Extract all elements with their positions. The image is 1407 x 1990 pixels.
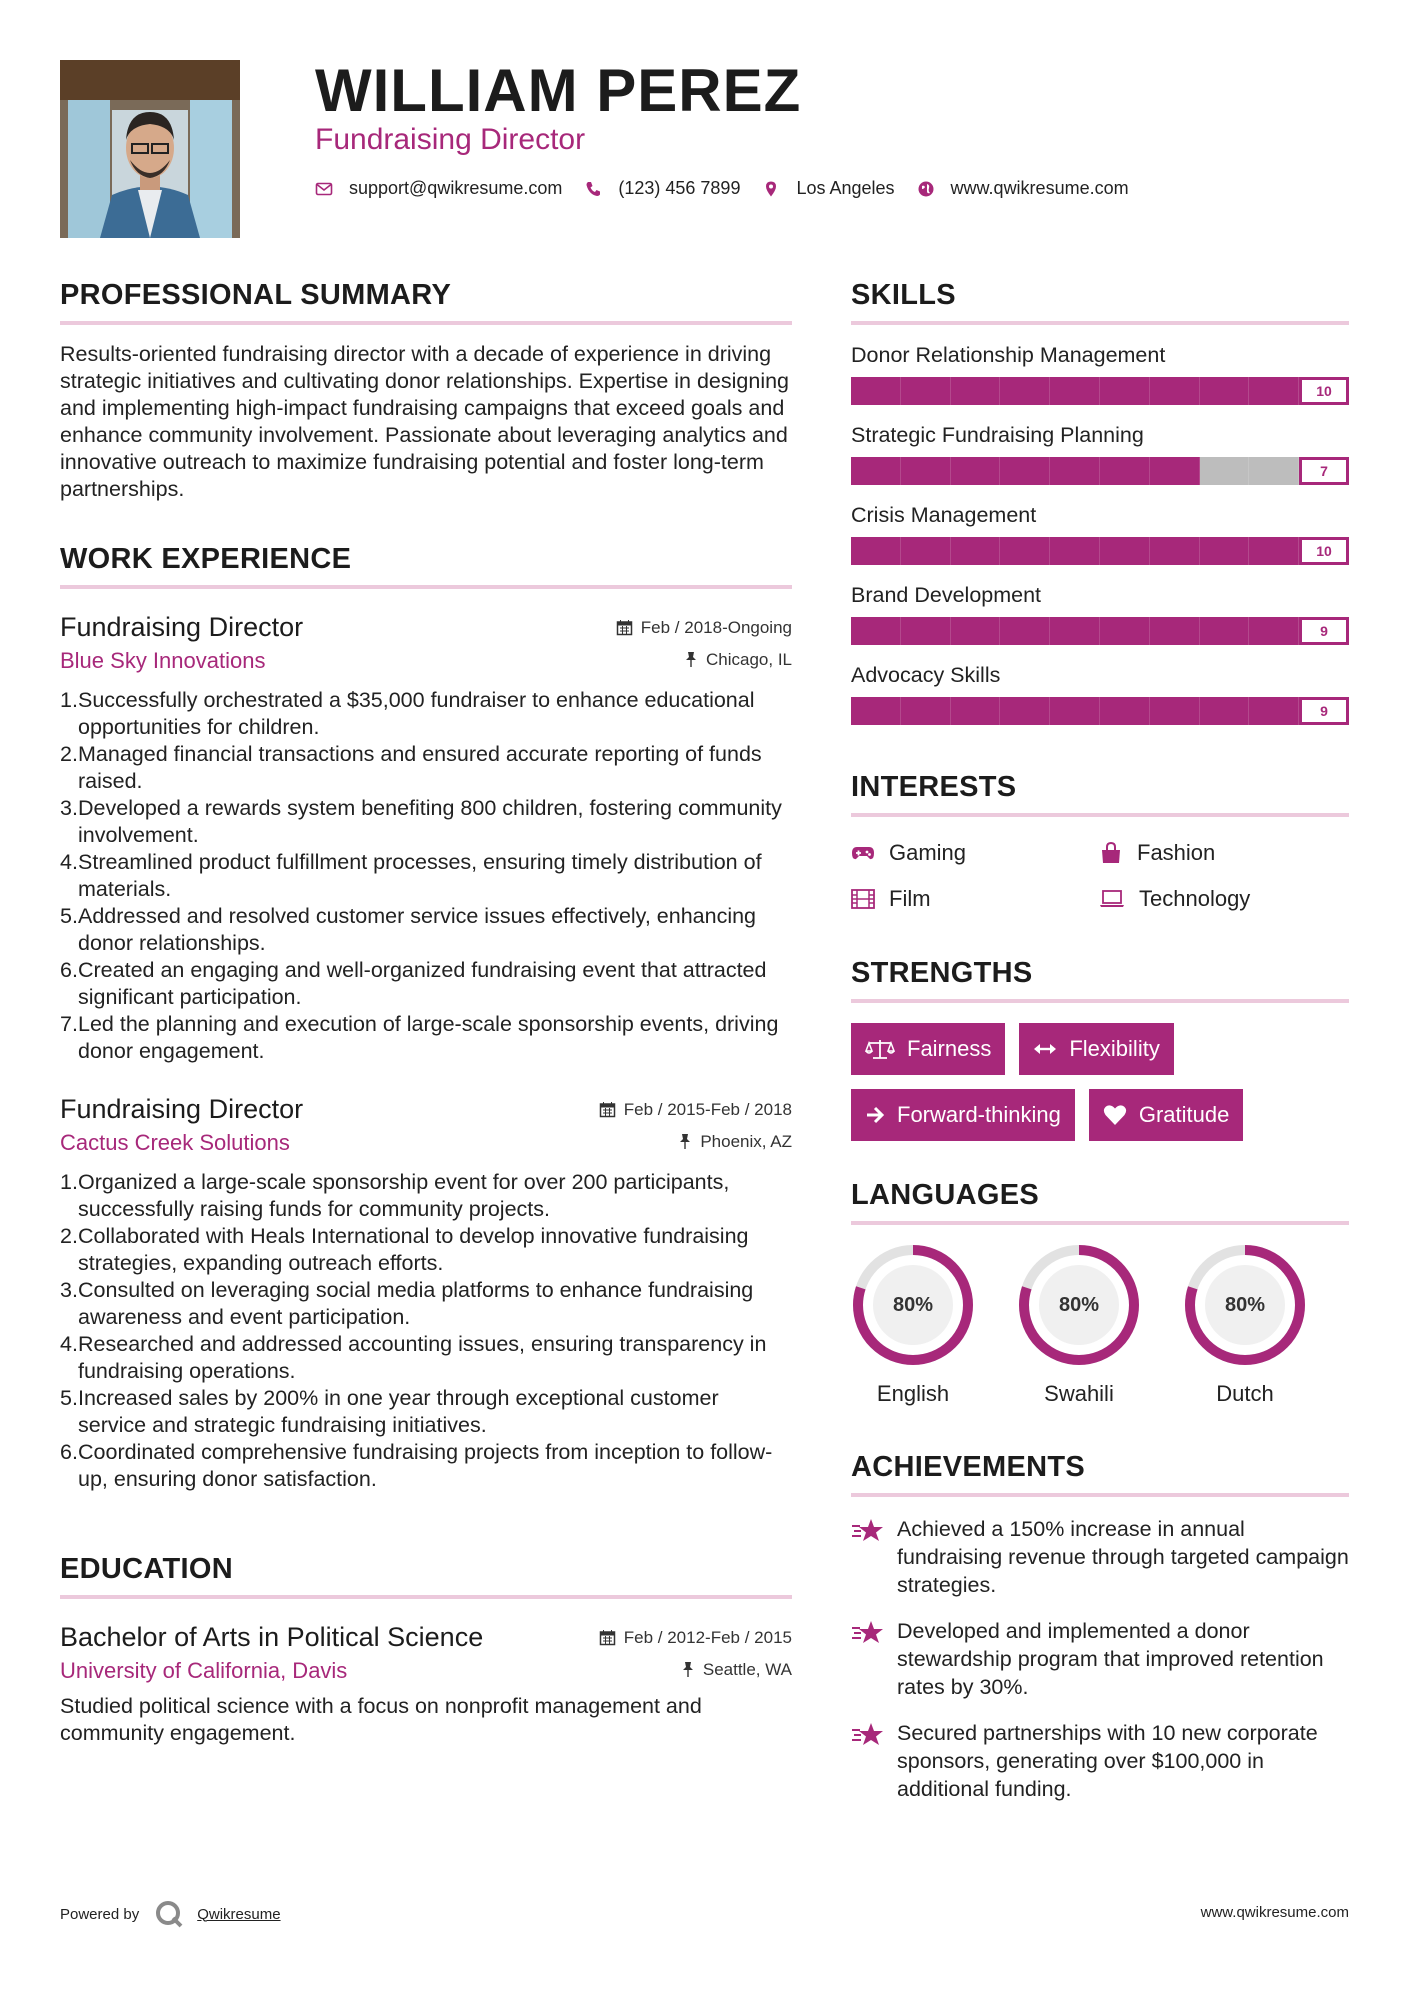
candidate-name: WILLIAM PEREZ [315,57,802,124]
skill-level-bar [851,457,1349,485]
skill-level-badge: 9 [1299,617,1349,645]
list-item: 1. Organized a large-scale sponsorship event for over 200 participants, successfully raising funds for community projects. [60,1170,730,1221]
contact-email[interactable] [315,178,562,199]
section-divider [60,585,792,589]
skill-bar-segment [951,697,1001,725]
job-company: Blue Sky Innovations [60,648,266,673]
skill-bar-segment [951,617,1001,645]
powered-by-text: Powered by [60,1905,140,1923]
skill-bar-segment [951,457,1001,485]
strength-chip [851,1089,1075,1141]
calendar-icon [599,1629,616,1646]
education-heading: EDUCATION [60,1553,233,1585]
skill-name: Advocacy Skills [851,663,1001,687]
skill-bar-segment [1100,537,1150,565]
gamepad-icon [851,844,875,862]
skill-level-bar [851,617,1349,645]
list-item: 2. Managed financial transactions and ensured accurate reporting of funds raised. [60,742,762,793]
list-item: 4. Researched and addressed accounting issues, ensuring transparency in fundraising operations. [60,1332,767,1383]
skill-bar-segment [851,697,901,725]
skill-bar-segment [1150,697,1200,725]
skill-bar-segment [1150,457,1200,485]
section-divider [60,1595,792,1599]
education-dates [599,1628,792,1648]
interest-item [851,883,1099,915]
skill-level-bar [851,697,1349,725]
achievement-item [851,1515,1349,1599]
skill-bar-segment [901,457,951,485]
skill-item [851,339,1349,405]
film-icon [851,889,875,909]
section-divider [851,321,1349,325]
skill-bar-segment [1000,377,1050,405]
skill-bar-segment [851,377,901,405]
skill-bar-segment [1150,377,1200,405]
skill-bar-segment [1150,537,1200,565]
skill-bar-segment [901,377,951,405]
list-item: 5. Addressed and resolved customer service issues effectively, enhancing donor relationships. [60,904,757,955]
strengths-heading: STRENGTHS [851,957,1033,989]
interest-label: Film [889,886,931,911]
job-location [684,650,792,670]
contact-phone[interactable] [584,178,740,199]
star-icon [851,1721,885,1749]
languages-section [851,1175,1349,1407]
skill-bar-segment [1000,697,1050,725]
achievement-text: Achieved a 150% increase in annual fundraising revenue through targeted campaign strategies. [897,1517,1349,1597]
interest-label: Gaming [889,840,967,865]
education-section [60,1549,792,1747]
skill-name: Donor Relationship Management [851,343,1166,367]
laptop-icon [1099,890,1125,908]
calendar-icon [616,619,633,636]
section-divider [851,1493,1349,1497]
skill-bar-segment [951,377,1001,405]
education-location [681,1660,792,1680]
phone-text: (123) 456 7899 [618,178,741,198]
skill-item [851,419,1349,485]
skill-bar-segment [1249,457,1299,485]
list-item: 4. Streamlined product fulfillment processes, ensuring timely distribution of materials. [60,850,762,901]
skill-item [851,579,1349,645]
skill-bar-segment [1050,537,1100,565]
experience-heading: WORK EXPERIENCE [60,543,352,575]
school-name: University of California, Davis [60,1658,348,1683]
achievement-item [851,1719,1349,1803]
skill-level-badge: 10 [1299,377,1349,405]
skill-name: Brand Development [851,583,1042,607]
summary-section [60,275,792,503]
arrow-right-icon [865,1105,885,1125]
job-dates-text: Feb / 2018-Ongoing [640,617,792,637]
achievements-heading: ACHIEVEMENTS [851,1451,1086,1483]
language-item [1017,1243,1183,1407]
skill-bar-segment [1000,537,1050,565]
skill-bar-segment [1050,377,1100,405]
skill-bar-segment [1249,697,1299,725]
skill-bar-segment [1050,697,1100,725]
language-item [1183,1243,1349,1407]
skill-bar-segment [851,537,901,565]
strength-label: Gratitude [1138,1102,1230,1127]
list-item: 6. Created an engaging and well-organized fundraising event that attracted significant participation. [60,958,767,1009]
skill-bar-segment [901,537,951,565]
languages-list [851,1243,1349,1407]
envelope-icon [315,180,333,198]
strength-chip [851,1023,1005,1075]
arrows-horizontal-icon [1033,1042,1057,1056]
skill-bar-segment [1000,457,1050,485]
pushpin-icon [684,651,698,668]
language-ring [851,1243,975,1367]
website-text: www.qwikresume.com [950,178,1129,198]
pushpin-icon [678,1133,692,1150]
interest-label: Fashion [1137,840,1216,865]
skill-bar-segment [1050,617,1100,645]
skill-bar-segment [1200,537,1250,565]
job-title: Fundraising Director [60,1094,304,1124]
skill-level-bar [851,537,1349,565]
star-icon [851,1517,885,1545]
language-name: English [876,1381,950,1406]
contact-website[interactable] [917,178,1129,199]
contact-row [315,178,1151,199]
qwikresume-logo-icon [153,1898,185,1930]
star-icon [851,1619,885,1647]
interests-heading: INTERESTS [851,771,1017,803]
education-description: Studied political science with a focus on nonprofit management and community engagement. [60,1694,702,1745]
skill-bar-segment [1100,457,1150,485]
list-item: 3. Developed a rewards system benefiting 800 children, fostering community involvement. [60,796,782,847]
education-dates-text: Feb / 2012-Feb / 2015 [623,1627,792,1647]
skill-bar-segment [1200,377,1250,405]
skill-bar-segment [851,457,901,485]
job-entry [60,1091,792,1493]
job-title: Fundraising Director [60,612,304,642]
footer-branding [60,1898,281,1930]
section-divider [60,321,792,325]
skill-bar-segment [851,617,901,645]
job-location [678,1132,792,1152]
calendar-icon [599,1101,616,1118]
skills-heading: SKILLS [851,279,956,311]
job-location-text: Chicago, IL [706,649,792,669]
skill-bar-segment [1100,377,1150,405]
phone-icon [584,180,602,198]
skill-level-badge: 9 [1299,697,1349,725]
balance-scale-icon [865,1038,895,1060]
language-percent: 80% [1224,1293,1266,1316]
interests-section [851,767,1349,915]
job-dates [616,618,792,638]
skill-bar-segment [1100,617,1150,645]
language-item [851,1243,1017,1407]
interest-label: Technology [1139,886,1251,911]
job-location-text: Phoenix, AZ [700,1131,792,1151]
strength-label: Flexibility [1069,1036,1160,1061]
language-ring [1183,1243,1307,1367]
interest-item [851,837,1099,869]
globe-icon [917,180,935,198]
achievement-text: Secured partnerships with 10 new corporate sponsors, generating over $100,000 in additional funding. [897,1721,1318,1801]
skill-level-bar [851,377,1349,405]
heart-icon [1103,1104,1127,1126]
education-entry [60,1619,792,1747]
language-percent: 80% [1058,1293,1100,1316]
skill-name: Strategic Fundraising Planning [851,423,1144,447]
skill-bar-segment [1249,537,1299,565]
job-entry [60,609,792,1065]
list-item: 1. Successfully orchestrated a $35,000 fundraiser to enhance educational opportunities for children. [60,688,755,739]
skill-bar-segment [1000,617,1050,645]
footer-website[interactable]: www.qwikresume.com [1200,1904,1349,1921]
map-pin-icon [762,180,780,198]
achievements-section [851,1447,1349,1803]
language-ring [1017,1243,1141,1367]
achievement-text: Developed and implemented a donor stewardship program that improved retention rates by 30%. [897,1619,1324,1699]
pushpin-icon [681,1661,695,1678]
list-item: 6. Coordinated comprehensive fundraising projects from inception to follow-up, ensuring donor satisfaction. [60,1440,773,1491]
skill-bar-segment [901,617,951,645]
strength-chip [1089,1089,1244,1141]
skill-bar-segment [951,537,1001,565]
list-item: 2. Collaborated with Heals International to develop innovative fundraising strategies, expanding outreach efforts. [60,1224,749,1275]
summary-heading: PROFESSIONAL SUMMARY [60,279,452,311]
job-responsibilities [60,687,792,1065]
brand-link[interactable]: Qwikresume [197,1905,281,1923]
skill-item [851,659,1349,725]
skill-bar-segment [1150,617,1200,645]
section-divider [851,813,1349,817]
job-dates-text: Feb / 2015-Feb / 2018 [623,1099,792,1119]
strength-chip [1019,1023,1173,1075]
skills-section [851,275,1349,725]
job-dates [599,1100,792,1120]
skill-item [851,499,1349,565]
skill-bar-segment [1050,457,1100,485]
strength-label: Fairness [907,1036,992,1061]
section-divider [851,1221,1349,1225]
shopping-bag-icon [1099,842,1123,864]
skill-bar-segment [1200,457,1250,485]
job-company: Cactus Creek Solutions [60,1130,290,1155]
left-column [60,275,792,1747]
list-item: 5. Increased sales by 200% in one year through exceptional customer service and strategic fundraising initiatives. [60,1386,719,1437]
skill-bar-segment [1200,617,1250,645]
achievement-item [851,1617,1349,1701]
skill-bar-segment [901,697,951,725]
skill-bar-segment [1249,377,1299,405]
summary-text: Results-oriented fundraising director with a decade of experience in driving strategic initiatives and cultivating donor relationships. Expertise in designing and implementing high-impact fundraising campaigns that exceed goals and enhance community involvement. Passionate about leveraging analytics and innovative outreach to maximize fundraising potential and foster long-term partnerships. [60,342,790,501]
strength-label: Forward-thinking [897,1102,1061,1127]
strengths-section [851,953,1349,1141]
job-responsibilities [60,1169,792,1493]
skill-name: Crisis Management [851,503,1037,527]
candidate-title: Fundraising Director [315,123,586,156]
skills-list [851,339,1349,725]
profile-photo [60,60,240,238]
experience-section [60,539,792,1493]
contact-location [762,178,894,199]
interest-item [1099,883,1347,915]
language-percent: 80% [892,1293,934,1316]
right-column [851,275,1349,1803]
list-item: 3. Consulted on leveraging social media platforms to enhance fundraising awareness and event participation. [60,1278,754,1329]
education-location-text: Seattle, WA [702,1659,792,1679]
language-name: Swahili [1044,1381,1114,1406]
languages-heading: LANGUAGES [851,1179,1039,1211]
skill-level-badge: 7 [1299,457,1349,485]
skill-bar-segment [1100,697,1150,725]
list-item: 7. Led the planning and execution of large-scale sponsorship events, driving donor engagement. [60,1012,779,1063]
interest-item [1099,837,1347,869]
skill-level-badge: 10 [1299,537,1349,565]
section-divider [851,999,1349,1003]
language-name: Dutch [1216,1381,1274,1406]
skill-bar-segment [1249,617,1299,645]
location-text: Los Angeles [796,178,895,198]
email-text: support@qwikresume.com [349,178,563,198]
degree-title: Bachelor of Arts in Political Science [60,1622,484,1652]
skill-bar-segment [1200,697,1250,725]
